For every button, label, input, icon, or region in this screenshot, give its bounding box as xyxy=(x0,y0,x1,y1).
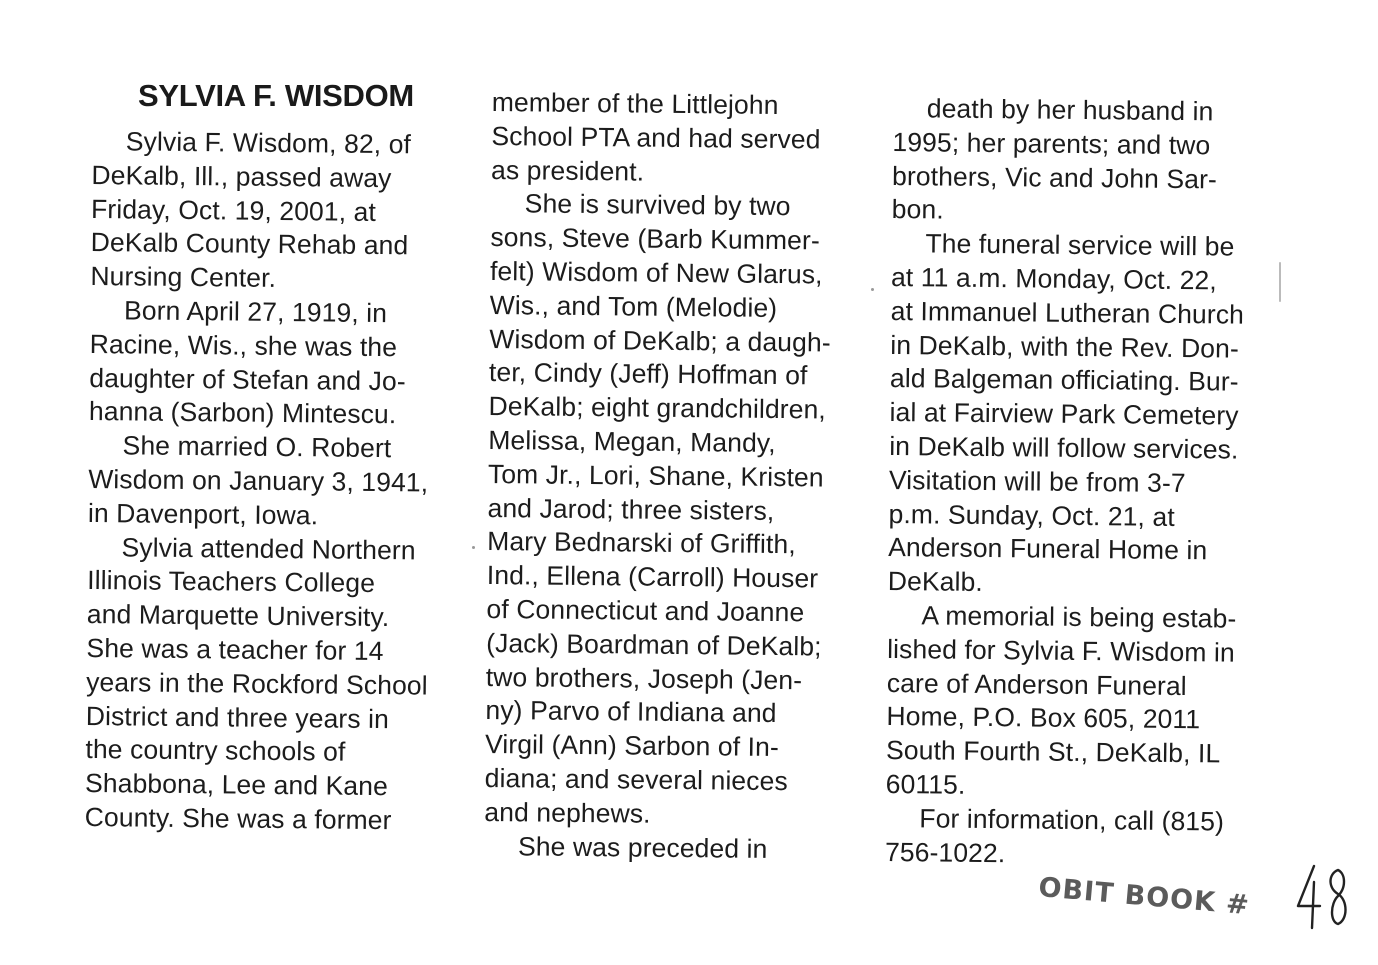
text-line: Ind., Ellena (Carroll) Houser xyxy=(486,560,819,594)
text-line: Melissa, Megan, Mandy, xyxy=(488,424,776,458)
text-line: as president. xyxy=(490,154,645,187)
text-line: South Fourth St., DeKalb, IL xyxy=(885,735,1221,769)
text-line: diana; and several nieces xyxy=(484,762,788,797)
text-line: She is survived by two xyxy=(524,188,791,222)
text-line: two brothers, Joseph (Jen- xyxy=(485,661,803,695)
text-line: Shabbona, Lee and Kane xyxy=(84,768,389,802)
text-line: Visitation will be from 3-7 xyxy=(888,464,1186,498)
text-line: ny) Parvo of Indiana and xyxy=(485,695,777,729)
text-line: in Davenport, Iowa. xyxy=(87,497,319,531)
text-line: brothers, Vic and John Sar- xyxy=(891,160,1218,194)
text-line: For information, call (815) xyxy=(919,803,1225,837)
text-line: Sylvia attended Northern xyxy=(121,531,416,565)
text-line: DeKalb, Ill., passed away xyxy=(91,159,392,193)
text-line: 60115. xyxy=(885,768,966,800)
scan-speck xyxy=(1279,262,1281,302)
text-line: Friday, Oct. 19, 2001, at xyxy=(90,193,377,227)
text-line: daughter of Stefan and Jo- xyxy=(89,362,406,396)
text-line: 756-1022. xyxy=(884,836,1006,868)
text-line: sons, Steve (Barb Kummer- xyxy=(490,222,821,256)
text-line: years in the Rockford School xyxy=(86,666,428,701)
text-line: She was a teacher for 14 xyxy=(86,632,384,667)
text-line: p.m. Sunday, Oct. 21, at xyxy=(888,498,1175,532)
text-line: District and three years in xyxy=(85,700,390,734)
text-line: the country schools of xyxy=(85,734,346,768)
text-line: (Jack) Boardman of DeKalb; xyxy=(486,627,822,662)
text-line: 1995; her parents; and two xyxy=(892,126,1211,161)
text-line: bon. xyxy=(891,194,944,225)
text-line: She was preceded in xyxy=(517,830,768,864)
text-line: ald Balgeman officiating. Bur- xyxy=(889,363,1239,398)
text-line: DeKalb; eight grandchildren, xyxy=(488,391,827,425)
text-line: The funeral service will be xyxy=(925,228,1235,262)
text-column-1 xyxy=(85,125,434,838)
text-line: felt) Wisdom of New Glarus, xyxy=(489,255,823,290)
text-line: and Jarod; three sisters, xyxy=(487,492,775,526)
text-column-2 xyxy=(484,86,834,867)
scan-speck xyxy=(871,288,874,291)
text-line: County. She was a former xyxy=(84,801,392,836)
text-line: Wisdom of DeKalb; a daugh- xyxy=(489,323,831,358)
text-line: in DeKalb will follow services. xyxy=(889,430,1239,465)
text-line: death by her husband in xyxy=(926,93,1214,127)
scan-speck xyxy=(472,546,475,549)
text-line: Illinois Teachers College xyxy=(87,565,376,599)
text-line: at Immanuel Lutheran Church xyxy=(890,295,1245,330)
text-line: Wisdom on January 3, 1941, xyxy=(88,463,429,498)
text-line: Born April 27, 1919, in xyxy=(123,295,388,329)
text-line: in DeKalb, with the Rev. Don- xyxy=(890,329,1240,364)
text-line: Mary Bednarski of Griffith, xyxy=(487,526,796,560)
text-line: Racine, Wis., she was the xyxy=(89,328,398,362)
text-line: ter, Cindy (Jeff) Hoffman of xyxy=(488,357,808,391)
text-line: A memorial is being estab- xyxy=(921,600,1237,634)
text-line: Wis., and Tom (Melodie) xyxy=(489,289,778,323)
text-line: Home, P.O. Box 605, 2011 xyxy=(886,701,1201,735)
text-line: She married O. Robert xyxy=(122,430,392,464)
text-line: care of Anderson Funeral xyxy=(886,667,1187,701)
obituary-headline: SYLVIA F. WISDOM xyxy=(138,78,414,113)
text-line: Anderson Funeral Home in xyxy=(888,532,1208,566)
text-line: Virgil (Ann) Sarbon of In- xyxy=(484,729,780,763)
text-line: member of the Littlejohn xyxy=(491,86,779,121)
text-line: and Marquette University. xyxy=(86,599,390,633)
handwritten-page-number xyxy=(1292,862,1354,932)
text-line: DeKalb. xyxy=(887,566,984,598)
text-line: hanna (Sarbon) Mintescu. xyxy=(88,396,397,430)
text-line: DeKalb County Rehab and xyxy=(90,227,409,261)
text-line: Sylvia F. Wisdom, 82, of xyxy=(125,126,412,160)
text-line: lished for Sylvia F. Wisdom in xyxy=(887,633,1235,668)
text-line: Tom Jr., Lori, Shane, Kristen xyxy=(487,458,824,493)
text-line: Nursing Center. xyxy=(90,261,277,294)
text-line: ial at Fairview Park Cemetery xyxy=(889,397,1239,431)
obit-book-stamp: OBIT BOOK # xyxy=(1037,872,1252,922)
text-line: of Connecticut and Joanne xyxy=(486,593,805,628)
text-line: and nephews. xyxy=(484,796,651,829)
text-column-3 xyxy=(885,92,1246,873)
text-line: at 11 a.m. Monday, Oct. 22, xyxy=(890,261,1217,296)
text-line: School PTA and had served xyxy=(491,120,821,155)
